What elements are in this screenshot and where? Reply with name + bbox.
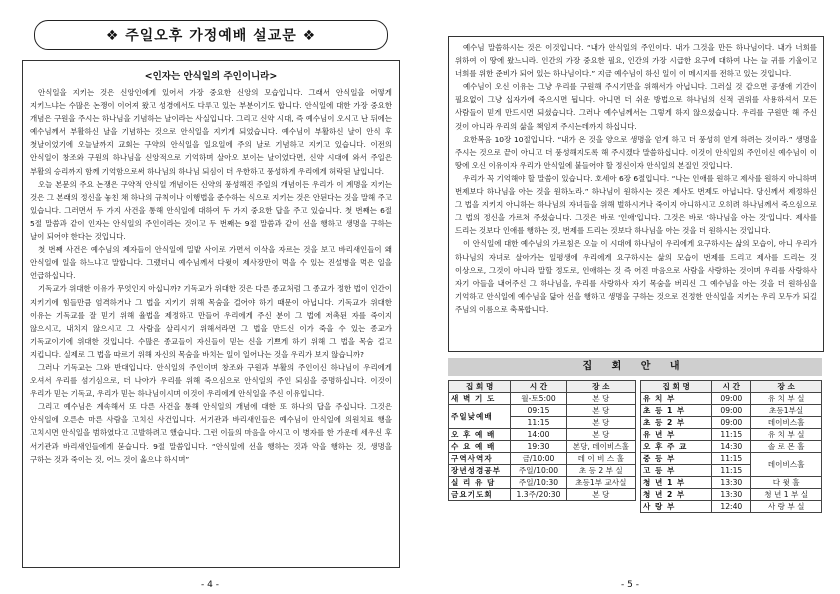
service-place: 데 이 비 스 홀 [566, 453, 635, 465]
service-time: 주일/10:30 [511, 477, 566, 489]
page-number: - 4 - [201, 580, 219, 590]
service-time: 09:00 [712, 393, 751, 405]
table-row [641, 477, 822, 489]
service-time: 09:00 [712, 405, 751, 417]
service-name: 수 요 예 배 [449, 441, 511, 453]
table-row [449, 465, 636, 477]
table-row [449, 453, 636, 465]
service-place: 솔 로 몬 홀 [751, 441, 822, 453]
service-place: 본당, 데이비스홀 [566, 441, 635, 453]
service-name: 사 랑 부 [641, 501, 712, 513]
paragraph: 안식일을 지키는 것은 신앙인에게 있어서 가장 중요한 신앙의 모습입니다. 그래서 안식일을 어떻게 지키느냐는 수많은 논쟁이 이어져 왔고 성경에서도 다루고 있는 부분이기도 합니다. 안식일에 대한 가장 중요한 개념은 구원을 주시는 하나님을 기념하는 날이라는 사실입니다. 그리고 신약 시대, 즉 예수님이 오시고 난 뒤에는 예수님께서 부활하신 날을 기념하는 것으로 안식일을 지키게 되었습니다. 예수님이 부활하신 날이 안식 후 첫날이었기에 오늘날까지 교회는 구약의 안식일을 일요일에 주의 날로 기념하고 지키고 있습니다. 이전의 안식일이 창조와 구원의 하나님을 신앙적으로 기억하며 살아오 보이는 날이었다면, 신약 시대에 와서 주일은 부활의 승리까지 함께 기억함으로써 하나님의 하나님 되심이 더 우한하고 풍성하게 우리에게 허락된 날입니다. [30, 88, 392, 176]
service-time: 09:15 [511, 405, 566, 417]
service-place: 유 치 부 실 [751, 429, 822, 441]
service-name: 유 치 부 [641, 393, 712, 405]
service-place: 사 랑 부 실 [751, 501, 822, 513]
paragraph: 우리가 꼭 기억해야 할 말씀이 있습니다. 호세아 6장 6절입니다. “나는 인애를 원하고 제사를 원하지 아니하며 번제보다 하나님을 아는 것을 원하노라.” 하나님이 원하시는 것은 제사도 번제도 아닙니다. 당신께서 제정하신 그 법을 지키지 아니하는 하나님의 자녀들을 위해 벌하시거나 죽이지 아니하시고 오히려 하나님께서 죽으심으로 그 법의 정신을 가르쳐 주셨습니다. 그것은 바로 '인애'입니다. 그것은 바로 '하나님을 아는 것'입니다. 제사를 드리는 것보다 인애를 행하는 것, 번제를 드리는 것보다 하나님을 아는 것을 더 원하시는 것입니다. [455, 173, 817, 236]
table-row [449, 405, 636, 417]
table-row [641, 489, 822, 501]
service-name: 새 벽 기 도 [449, 393, 511, 405]
service-name: 청 년 2 부 [641, 489, 712, 501]
service-time: 13:30 [712, 477, 751, 489]
paragraph: 첫 번째 사건은 예수님의 제자들이 안식일에 밀밭 사이로 가면서 이삭을 자르는 것을 보고 바리새인들이 왜 안식일에 일을 하느냐고 말합니다. 그랬더니 예수님께서 다윗이 제사장만이 먹을 수 있는 진설병을 먹은 일을 언급하십니다. [30, 245, 392, 281]
table-row [641, 417, 822, 429]
service-name: 오 후 예 배 [449, 429, 511, 441]
service-time: 14:30 [712, 441, 751, 453]
service-time: 11:15 [712, 453, 751, 465]
table-row [641, 441, 822, 453]
service-name: 중 등 부 [641, 453, 712, 465]
service-place: 초등1부실 [751, 405, 822, 417]
service-time: 09:00 [712, 417, 751, 429]
service-place: 본 당 [566, 489, 635, 501]
table-row [641, 393, 822, 405]
service-time: 1.3주/20:30 [511, 489, 566, 501]
paragraph: 기독교가 위대한 이유가 무엇인지 아십니까? 기독교가 위대한 것은 다른 종교처럼 그 종교가 정한 법이 인간이 지키기에 힘들만큼 엄격하거나 그 법을 지키기 위해 목숨을 걸어야 하기 때문이 아닙니다. 기독교가 위대한 이유는 기독교를 잘 믿기 위해 율법을 제정하고 만들어 우리에게 주신 분이 그 법에 저촉된 자를 죽이지 않으시고, 내치지 않으시고 그 사람을 살리시기 위해서라면 그 법을 만드신 이가 죽을 수 있는 종교가 기독교이기에 위대한 것입니다. 수많은 종교들이 자신들이 믿는 신을 기쁘게 하기 위해 그 법을 목숨 걸고 지킵니다. 실제로 그 법을 따르기 위해 자신의 목숨을 바치는 일이 일어나는 것을 우리가 보지 않습니까? [30, 284, 392, 359]
service-name: 초 등 2 부 [641, 417, 712, 429]
service-time: 주일/10:00 [511, 465, 566, 477]
service-name: 오 후 주 교 [641, 441, 712, 453]
service-place: 유 치 부 실 [751, 393, 822, 405]
service-place: 본 당 [566, 429, 635, 441]
service-place: 본 당 [566, 405, 635, 417]
paragraph: 그리고 예수님은 계속해서 또 다른 사건을 통해 안식일의 개념에 대한 또 하나의 답을 주십니다. 그것은 안식일에 오른손 마른 사람을 고치신 사건입니다. 서기관과 바리새인들은 예수님이 안식일에 의원치료 행을 고치시면 안식일을 범하였다고 고발하려고 했습니다. 그런 이들의 마음을 아시고 이 병자를 한 가운데 세우신 후 서기관과 바리새인들에게 묻습니다. 9절 말씀입니다. “안식일에 선을 행하는 것과 악을 행하는 것, 생명을 구하는 것과 죽이는 것, 어느 것이 옳으냐 하시며” [30, 402, 392, 464]
service-place: 다 윗 홀 [751, 477, 822, 489]
service-place: 데이비스홀 [751, 417, 822, 429]
sermon-title: ❖ 주일오후 가정예배 설교문 ❖ [34, 20, 388, 50]
service-name: 고 등 부 [641, 465, 712, 477]
service-place: 본 당 [566, 417, 635, 429]
service-time: 월-토5:00 [511, 393, 566, 405]
service-time: 금/10:00 [511, 453, 566, 465]
service-time: 12:40 [712, 501, 751, 513]
table-row [641, 453, 822, 465]
paragraph: 그러나 기독교는 그와 반대입니다. 안식일의 주인이며 창조와 구원과 부활의 주인이신 하나님이 우리에게 오셔서 우리를 섬기심으로, 더 나아가 우리를 위해 죽으심으로 안식일의 주인 되심을 증명하십니다. 이것이 우리가 믿는 기독교, 우리가 믿는 하나님이시며 이것이 우리에게 안식일을 주신 이유입니다. [30, 362, 392, 399]
service-place: 초등1부 교사실 [566, 477, 635, 489]
sermon-content-box-continued [448, 36, 824, 352]
paragraph: 예수님이 오신 이유는 그냥 우리를 구원해 주시기만을 위해서가 아닙니다. 그러실 것 같으면 공생애 기간이 필요없이 그냥 십자가에 죽으시면 됩니다. 아니면 더 쉬운 방법으로 하나님의 신적 권위를 사용하셔서 모든 사람들이 믿게 만드시면 되셨습니다. 그러나 예수님께서는 그렇게 하지 않으셨습니다. 우리를 구원만 해 주신 것이 아니라 우리의 삶을 책임져 주시는데까지 하십니다. [455, 82, 817, 131]
paragraph: 요한복음 10장 10절입니다. “내가 온 것을 양으로 생명을 얻게 하고 더 풍성히 얻게 하려는 것이라.” 생명을 주시는 것으로 끝이 아니고 더 풍성해지도록 해 주시겠다 말씀하십니다. 이것이 안식일의 주인이신 예수님이 이 땅에 오신 이유이자 우리가 안식일에 붙들어야 할 정신이자 안식일의 본질인 것입니다. [455, 134, 817, 170]
service-time: 11:15 [712, 465, 751, 477]
service-name: 초 등 1 부 [641, 405, 712, 417]
service-time: 14:00 [511, 429, 566, 441]
schedule-table-right [640, 380, 822, 513]
service-name: 장년성경공부 [449, 465, 511, 477]
schedule-table-left [448, 380, 636, 501]
service-name: 청 년 1 부 [641, 477, 712, 489]
column-header: 집 회 명 [641, 381, 712, 393]
table-row [449, 429, 636, 441]
paragraph: 이 안식일에 대한 예수님의 가르침은 오늘 이 시대에 하나님이 우리에게 요구하시는 삶의 모습이, 아니 우리가 하나님의 자녀로 살아가는 일평생에 우리에게 요구하시는 삶의 모습이 번제를 드리고 제사를 드리는 것 이상으로, 그것이 아니라 말할 정도로, 인애하는 것 즉 어진 마음으로 사람을 사랑하는 것이며 우리를 사랑하사 자기 아들을 내어주신 그 하나님을, 우리를 사랑하사 자기 목숨을 버리신 그 예수님을 아는 것을 더 원하심을 기억하고 안식일에 예수님을 닮아 선을 행하고 생명을 구하는 것으로 진정한 안식일을 지키는 우리 모두가 되길 주님의 이름으로 축복합니다. [455, 239, 817, 314]
column-header: 시 간 [511, 381, 566, 393]
right-page [420, 0, 840, 594]
table-row [449, 441, 636, 453]
schedule-title: 집 회 안 내 [448, 358, 822, 376]
page-number: - 5 - [621, 580, 639, 590]
column-header: 장 소 [566, 381, 635, 393]
service-name: 유 년 부 [641, 429, 712, 441]
service-time: 19:30 [511, 441, 566, 453]
column-header: 집 회 명 [449, 381, 511, 393]
table-row [449, 393, 636, 405]
table-row [641, 501, 822, 513]
paragraph: 예수님 말씀하시는 것은 이것입니다. “내가 안식일의 주인이다. 내가 그것을 만든 하나님이다. 내가 너희를 위하여 이 땅에 왔느니라. 인간의 가장 중요한 필요, 인간의 가장 시급한 요구에 대하여 나는 늘 귀를 기울이고 너희를 위한 준비가 되어 있는 하나님이다.” 지금 예수님이 하신 일이 이 메시지를 전하고 있는 것입니다. [455, 43, 817, 79]
service-name: 구역사역자 [449, 453, 511, 465]
service-time: 13:30 [712, 489, 751, 501]
service-place: 청 년 1 부 실 [751, 489, 822, 501]
table-row [641, 429, 822, 441]
service-name: 주일낮예배 [449, 405, 511, 429]
service-time: 11:15 [712, 429, 751, 441]
service-place: 데이비스홀 [751, 453, 822, 477]
service-place: 본 당 [566, 393, 635, 405]
column-header: 장 소 [751, 381, 822, 393]
column-header: 시 간 [712, 381, 751, 393]
service-name: 금요기도회 [449, 489, 511, 501]
table-row [449, 477, 636, 489]
sermon-content-box [22, 60, 400, 568]
service-place: 초 등 2 부 실 [566, 465, 635, 477]
service-time: 11:15 [511, 417, 566, 429]
service-name: 실 리 유 담 [449, 477, 511, 489]
section-title: <인자는 안식일의 주인이니라> [144, 71, 278, 82]
paragraph: 오늘 본문의 주요 논쟁은 구약적 안식일 개념이든 신약의 풍성해진 주일의 개념이든 우리가 이 계명을 지키는 것은 그 본래의 정신을 놓친 채 하나의 규칙이나 이행법을 준수하는 식으로 지키는 것은 안된다는 것을 말해 주고 있습니다. 그러면서 두 가지 사건을 통해 안식일에 대하여 두 가지 중요한 답을 주고 있습니다. 첫 번째는 6절 5절 말씀과 같이 인자는 안식일의 주인이라는 것이고 두 번째는 9절 말씀과 같이 선을 행하고 생명을 구하는 날이 되어야 한다는 것입니다. [30, 179, 392, 242]
table-row [449, 489, 636, 501]
table-row [641, 405, 822, 417]
